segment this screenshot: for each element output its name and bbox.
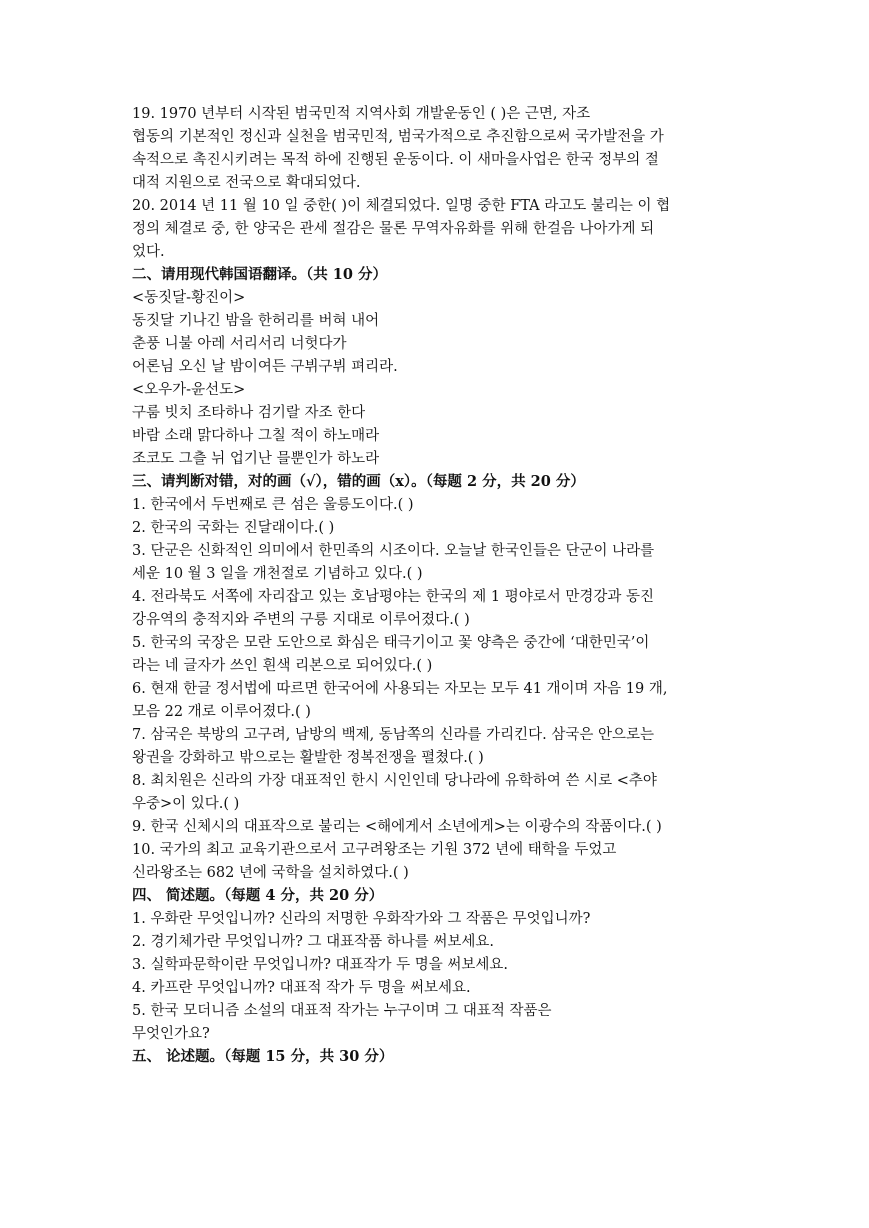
tf-line: 신라왕조는 682 년에 국학을 설치하였다.( ) <box>132 865 409 881</box>
poem-1-line-2: 춘풍 니불 아레 서리서리 너헛다가 <box>132 336 347 352</box>
q19-line-2: 협동의 기본적인 정신과 실천을 범국민적, 범국가적으로 추진함으로써 국가발전을 가 <box>132 129 664 145</box>
section-5-heading: 五、 论述题。（每题 15 分，共 30 分） <box>132 1048 394 1065</box>
poem-2-line-2: 바람 소래 맑다하나 그칠 적이 하노매라 <box>132 428 380 444</box>
tf-line: 모음 22 개로 이루어졌다.( ) <box>132 704 311 720</box>
short-answer-line: 5. 한국 모더니즘 소설의 대표적 작가는 누구이며 그 대표적 작품은 <box>132 1003 552 1019</box>
tf-line: 강유역의 충적지와 주변의 구릉 지대로 이루어졌다.( ) <box>132 612 470 628</box>
q19-line-4: 대적 지원으로 전국으로 확대되었다. <box>132 175 361 191</box>
section-4-heading: 四、 简述题。（每题 4 分，共 20 分） <box>132 887 384 904</box>
tf-line: 9. 한국 신체시의 대표작으로 불리는 <해에게서 소년에게>는 이광수의 작품이다.( ) <box>132 819 662 835</box>
tf-line: 2. 한국의 국화는 진달래이다.( ) <box>132 520 335 536</box>
tf-line: 6. 현재 한글 정서법에 따르면 한국어에 사용되는 자모는 모두 41 개이며 자음 19 개, <box>132 681 668 697</box>
tf-line: 8. 최치원은 신라의 가장 대표적인 한시 시인인데 당나라에 유학하여 쓴 시로 <추야 <box>132 773 657 789</box>
poem-1-title: <동짓달-황진이> <box>132 290 246 306</box>
poem-1-line-1: 동짓달 기나긴 밤을 한허리를 버혀 내어 <box>132 313 380 329</box>
poem-2-line-1: 구룸 빗치 조타하나 검기랄 자조 한다 <box>132 405 366 421</box>
tf-line: 5. 한국의 국장은 모란 도안으로 화심은 태극기이고 꽃 양측은 중간에 ‘대한민국’이 <box>132 635 650 651</box>
tf-line: 4. 전라북도 서쪽에 자리잡고 있는 호남평야는 한국의 제 1 평야로서 만경강과 동진 <box>132 589 654 605</box>
section-2-heading: 二、请用现代韩国语翻译。（共 10 分） <box>132 266 388 283</box>
q20-line-2: 정의 체결로 중, 한 양국은 관세 절감은 물론 무역자유화를 위해 한걸음 나아가게 되 <box>132 221 655 237</box>
poem-2-line-3: 조코도 그츨 뉘 업기난 믈뿐인가 하노라 <box>132 451 380 467</box>
tf-line: 우중>이 있다.( ) <box>132 796 240 812</box>
short-answer-line: 3. 실학파문학이란 무엇입니까? 대표작가 두 명을 써보세요. <box>132 957 509 973</box>
q20-line-3: 었다. <box>132 244 165 260</box>
poem-1-line-3: 어론님 오신 날 밤이여든 구뷔구뷔 펴리라. <box>132 359 398 375</box>
tf-line: 세운 10 월 3 일을 개천절로 기념하고 있다.( ) <box>132 566 423 582</box>
section-3-heading: 三、请判断对错，对的画（√），错的画（x）。（每题 2 分，共 20 分） <box>132 473 585 490</box>
tf-line: 라는 네 글자가 쓰인 흰색 리본으로 되어있다.( ) <box>132 658 433 674</box>
tf-line: 7. 삼국은 북방의 고구려, 남방의 백제, 동남쪽의 신라를 가리킨다. 삼국은 안으로는 <box>132 727 654 743</box>
short-answer-line: 무엇인가요? <box>132 1026 210 1042</box>
short-answer-line: 2. 경기체가란 무엇입니까? 그 대표작품 하나를 써보세요. <box>132 934 495 950</box>
tf-line: 3. 단군은 신화적인 의미에서 한민족의 시조이다. 오늘날 한국인들은 단군이 나라를 <box>132 543 655 559</box>
short-answer-line: 4. 카프란 무엇입니까? 대표적 작가 두 명을 써보세요. <box>132 980 471 996</box>
tf-line: 10. 국가의 최고 교육기관으로서 고구려왕조는 기원 372 년에 태학을 두었고 <box>132 842 617 858</box>
tf-line: 왕권을 강화하고 밖으로는 활발한 정복전쟁을 펼쳤다.( ) <box>132 750 484 766</box>
q19-line-1: 19. 1970 년부터 시작된 범국민적 지역사회 개발운동인 ( )은 근면, 자조 <box>132 106 591 122</box>
short-answer-line: 1. 우화란 무엇입니까? 신라의 저명한 우화작가와 그 작품은 무엇입니까? <box>132 911 591 927</box>
tf-line: 1. 한국에서 두번째로 큰 섬은 울릉도이다.( ) <box>132 497 414 513</box>
poem-2-title: <오우가-윤선도> <box>132 382 246 398</box>
q19-line-3: 속적으로 촉진시키려는 목적 하에 진행된 운동이다. 이 새마을사업은 한국 정부의 절 <box>132 152 659 168</box>
q20-line-1: 20. 2014 년 11 월 10 일 중한( )이 체결되었다. 일명 중한 FTA 라고도 불리는 이 협 <box>132 198 671 214</box>
